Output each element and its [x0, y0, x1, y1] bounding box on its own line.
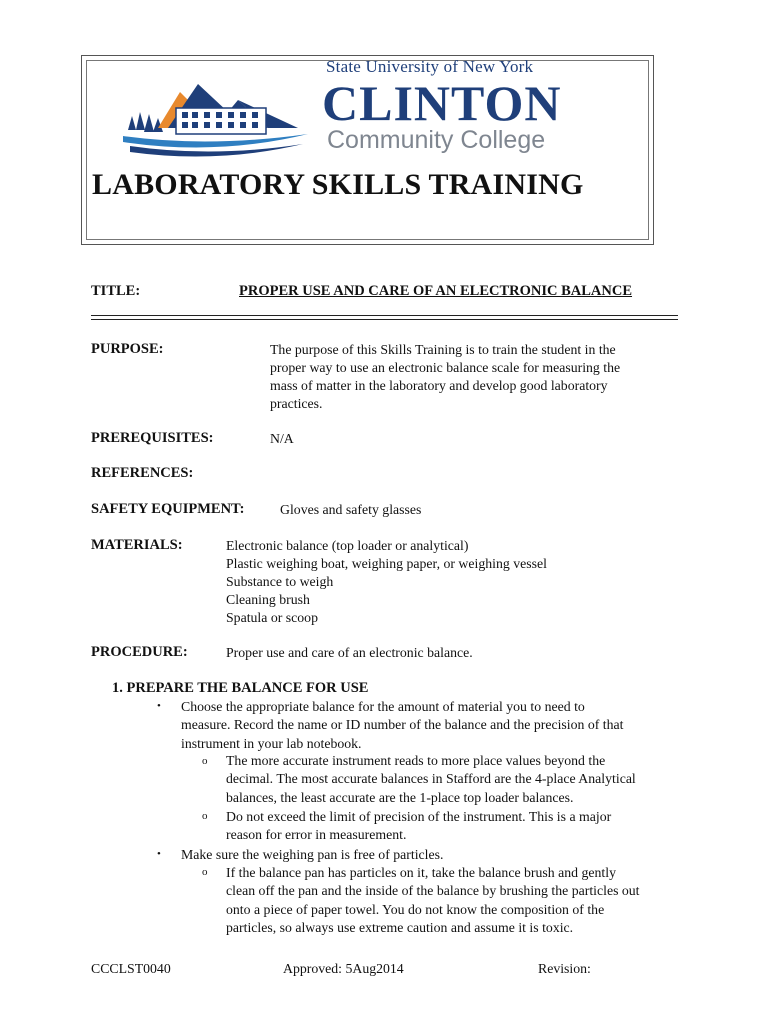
safety-equipment-value: Gloves and safety glasses	[280, 502, 422, 517]
list-item: Electronic balance (top loader or analytical)	[226, 538, 469, 553]
materials-label: MATERIALS:	[91, 537, 183, 553]
bullet-icon: •	[157, 848, 161, 860]
bullet-line: balances, the least accurate are the 1-place top loader balances.	[226, 789, 574, 805]
list-item: Substance to weigh	[226, 574, 334, 589]
college-subtitle: Community College	[327, 126, 546, 154]
title-value: PROPER USE AND CARE OF AN ELECTRONIC BALANCE	[239, 283, 633, 299]
footer-document-code: CCCLST0040	[91, 961, 171, 976]
college-building-logo-icon	[118, 70, 313, 165]
list-item: Plastic weighing boat, weighing paper, or weighing vessel	[226, 556, 547, 571]
bullet-line: measure. Record the name or ID number of the balance and the precision of that	[181, 717, 624, 733]
bullet-line: The more accurate instrument reads to more place values beyond the	[226, 753, 606, 768]
bullet-line: Make sure the weighing pan is free of particles.	[181, 847, 444, 862]
purpose-text	[270, 341, 660, 413]
bullet-line: reason for error in measurement.	[226, 827, 407, 843]
college-name: CLINTON	[322, 75, 562, 131]
purpose-line: mass of matter in the laboratory and develop good laboratory	[270, 378, 608, 393]
procedure-value: Proper use and care of an electronic balance.	[226, 645, 473, 660]
bullet-text	[181, 846, 661, 864]
references-label: REFERENCES:	[91, 465, 194, 481]
document-title: LABORATORY SKILLS TRAINING	[92, 168, 584, 201]
procedure-label: PROCEDURE:	[91, 644, 188, 660]
purpose-line: proper way to use an electronic balance scale for measuring the	[270, 360, 621, 375]
title-label: TITLE:	[91, 283, 141, 299]
safety-equipment-label: SAFETY EQUIPMENT:	[91, 501, 245, 517]
section-heading: 1. PREPARE THE BALANCE FOR USE	[112, 680, 369, 696]
sub-bullet-text	[226, 864, 696, 937]
purpose-label: PURPOSE:	[91, 341, 164, 357]
university-name: State University of New York	[326, 57, 534, 76]
sub-bullet-text	[226, 808, 686, 845]
materials-list	[226, 537, 646, 627]
prerequisites-label: PREREQUISITES:	[91, 430, 214, 446]
bullet-line: decimal. The most accurate balances in Stafford are the 4-place Analytical	[226, 771, 636, 787]
bullet-line: Choose the appropriate balance for the amount of material you to need to	[181, 699, 585, 714]
sub-bullet-icon: o	[202, 810, 208, 822]
bullet-line: particles, so always use extreme caution and assume it is toxic.	[226, 919, 574, 935]
list-item: Spatula or scoop	[226, 610, 318, 625]
divider-line	[91, 315, 678, 316]
bullet-text	[181, 698, 661, 753]
sub-bullet-icon: o	[202, 866, 208, 878]
bullet-line: instrument in your lab notebook.	[181, 735, 362, 751]
sub-bullet-text	[226, 752, 686, 807]
prerequisites-value: N/A	[270, 431, 294, 446]
bullet-line: onto a piece of paper towel. You do not know the composition of the	[226, 901, 605, 917]
bullet-line: clean off the pan and the inside of the balance by brushing the particles out	[226, 883, 640, 899]
divider-line	[91, 319, 678, 320]
bullet-icon: •	[157, 700, 161, 712]
bullet-line: Do not exceed the limit of precision of the instrument. This is a major	[226, 809, 612, 824]
purpose-line: The purpose of this Skills Training is to train the student in the	[270, 342, 616, 357]
purpose-line: practices.	[270, 396, 323, 411]
sub-bullet-icon: o	[202, 755, 208, 767]
footer-revision: Revision:	[538, 961, 591, 976]
bullet-line: If the balance pan has particles on it, take the balance brush and gently	[226, 865, 616, 880]
list-item: Cleaning brush	[226, 592, 310, 607]
footer-approved-date: Approved: 5Aug2014	[283, 961, 404, 976]
